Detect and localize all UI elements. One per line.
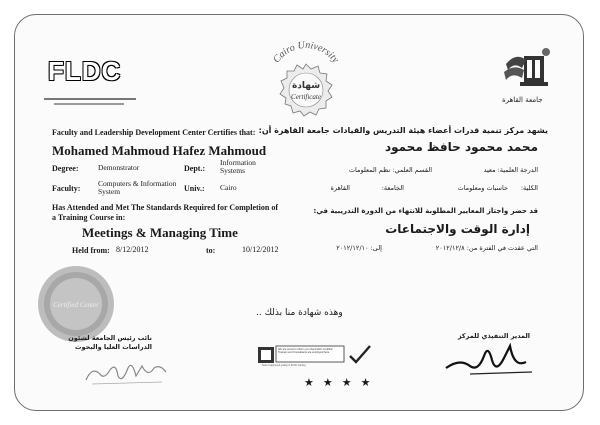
dept-value: Information Systems [220,158,256,175]
recipient-name-english: Mohamed Mahmoud Hafez Mahmoud [52,143,267,158]
seal-certificate-word: Certificate [291,93,321,101]
held-from-label: Held from: [72,246,110,255]
fldc-logo-text: FLDC [48,56,122,86]
held-to-value: 10/12/2012 [242,245,279,254]
recipient-name-arabic: محمد محمود حافظ محمود [384,140,538,154]
dept-label: Dept.: [184,164,206,173]
fldc-logo-caption-line [44,98,136,100]
seal-institution-text: Cairo University [271,39,341,66]
held-from-arabic: التي عقدت في الفترة من: ٢٠١٢/١٢/٨ [435,244,538,252]
quality-badge [258,344,374,368]
svg-text:Cairo University [271,40,341,66]
univ-arabic-value: القاهرة [330,184,350,192]
degree-value: Demonstrator [98,163,140,172]
fldc-logo [44,52,136,108]
right-signatory-title: المدير التنفيذي للمركز [457,332,530,340]
faculty-label: Faculty: [52,184,81,193]
header-arabic: يشهد مركز تنمية قدرات أعضاء هيئة التدريس والقيادات جامعة القاهرة أن: [258,126,548,135]
degree-label: Degree: [52,164,79,173]
cairo-university-logo-icon [500,42,556,94]
seal-arabic-word: شهادة [291,81,321,91]
cairo-university-seal [258,32,354,128]
cairo-university-logo-caption: جامعة القاهرة [502,96,543,104]
course-title-english: Meetings & Managing Time [82,225,238,240]
closing-arabic: وهذه شهادة منا بذلك .. [256,308,343,318]
univ-arabic-label: الجامعة: [381,184,404,192]
rating-stars: ★★★★ [304,376,380,389]
right-signature [440,338,536,380]
quality-badge-text: We are proud to inform you that FLDC Certified Trainers and Consultants are employed here [278,348,333,354]
dept-arabic: القسم العلمي: نظم المعلومات [348,166,432,174]
header-english: Faculty and Leadership Development Center Certifies that: [52,128,256,137]
univ-value: Cairo [220,183,237,192]
stamp-text: Certified Center [53,301,99,309]
faculty-value: Computers & Information System [98,179,177,196]
certified-center-stamp [36,264,116,344]
quality-badge-subtext: Seal of approved quality in FLDC training [262,364,306,367]
faculty-arabic-label: الكلية: [520,184,538,192]
attended-english: Has Attended and Met The Standards Required for Completion of a Training Course in: [52,203,279,222]
univ-label: Univ.: [184,184,205,193]
fldc-logo-caption-line [54,103,124,105]
held-to-arabic: إلى: ٢٠١٢/١٢/١٠ [336,244,382,252]
left-signatory-title: نائب رئيس الجامعة لشئون الدراسات العليا والبحوث [68,334,152,351]
faculty-arabic-value: حاسبات ومعلومات [457,184,508,192]
held-to-label: to: [206,246,216,255]
held-from-value: 8/12/2012 [116,245,149,254]
course-title-arabic: إدارة الوقت والاجتماعات [385,222,530,236]
left-signature [82,358,170,388]
attended-arabic: قد حضر واجتاز المعايير المطلوبة للانتهاء من الدورة التدريبية في: [313,207,538,215]
degree-arabic: الدرجة العلمية: معيد [483,166,538,174]
